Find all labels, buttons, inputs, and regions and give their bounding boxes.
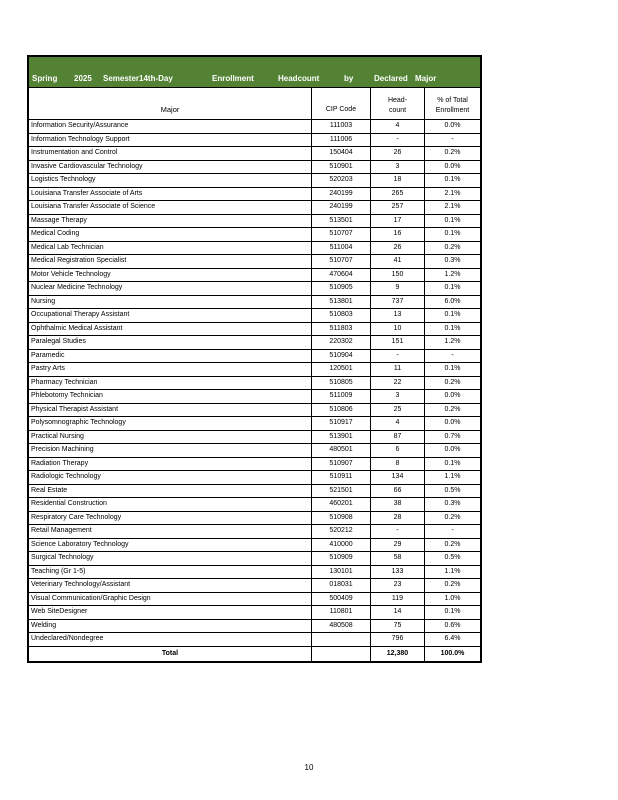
table-row (29, 201, 480, 215)
row-cip-code: 130101 (312, 565, 371, 579)
row-headcount: 58 (371, 552, 425, 566)
row-percent: 1.0% (425, 592, 481, 606)
row-major: Practical Nursing (29, 430, 312, 444)
row-headcount: 87 (371, 430, 425, 444)
row-headcount: 66 (371, 484, 425, 498)
table-row (29, 484, 480, 498)
row-percent: 1.2% (425, 268, 481, 282)
row-headcount: 17 (371, 214, 425, 228)
table-body (29, 120, 480, 647)
table-row (29, 336, 480, 350)
row-major: Radiologic Technology (29, 471, 312, 485)
row-headcount: 6 (371, 444, 425, 458)
row-major: Information Security/Assurance (29, 120, 312, 134)
row-headcount: 23 (371, 579, 425, 593)
banner-headcount: Headcount (278, 74, 320, 83)
table-row (29, 241, 480, 255)
row-headcount: 796 (371, 633, 425, 647)
row-percent: 0.2% (425, 579, 481, 593)
row-cip-code: 480501 (312, 444, 371, 458)
row-percent: 1.1% (425, 471, 481, 485)
row-percent: 0.1% (425, 228, 481, 242)
row-cip-code: 510907 (312, 457, 371, 471)
row-major: Medical Registration Specialist (29, 255, 312, 269)
row-percent: 0.1% (425, 457, 481, 471)
row-major: Web SiteDesigner (29, 606, 312, 620)
table-row (29, 633, 480, 647)
row-headcount: 3 (371, 160, 425, 174)
row-cip-code: 018031 (312, 579, 371, 593)
row-cip-code: 511803 (312, 322, 371, 336)
table-row (29, 147, 480, 161)
row-headcount: 26 (371, 241, 425, 255)
row-headcount: 28 (371, 511, 425, 525)
row-headcount: 18 (371, 174, 425, 188)
row-major: Instrumentation and Control (29, 147, 312, 161)
table-row (29, 525, 480, 539)
row-major: Precision Machining (29, 444, 312, 458)
row-cip-code: 480508 (312, 619, 371, 633)
row-major: Louisiana Transfer Associate of Science (29, 201, 312, 215)
table-row (29, 174, 480, 188)
banner-term: Spring (32, 74, 58, 83)
row-percent: 0.1% (425, 322, 481, 336)
row-cip-code: 510909 (312, 552, 371, 566)
table-row (29, 349, 480, 363)
row-percent: 0.0% (425, 444, 481, 458)
row-major: Science Laboratory Technology (29, 538, 312, 552)
row-major: Paramedic (29, 349, 312, 363)
total-row (29, 646, 480, 661)
row-percent: 0.2% (425, 403, 481, 417)
row-headcount: 265 (371, 187, 425, 201)
table-row (29, 214, 480, 228)
table-row (29, 457, 480, 471)
row-percent: 0.1% (425, 214, 481, 228)
row-major: Massage Therapy (29, 214, 312, 228)
table-row (29, 120, 480, 134)
row-percent: 6.4% (425, 633, 481, 647)
table-title-banner (29, 57, 480, 88)
row-headcount: 4 (371, 417, 425, 431)
row-headcount: 14 (371, 606, 425, 620)
row-headcount: 133 (371, 565, 425, 579)
row-major: Pharmacy Technician (29, 376, 312, 390)
row-cip-code: 520212 (312, 525, 371, 539)
row-cip-code: 510806 (312, 403, 371, 417)
row-percent: 0.2% (425, 538, 481, 552)
row-percent: - (425, 349, 481, 363)
header-percent-line1: % of Total (437, 97, 468, 104)
table-row (29, 471, 480, 485)
header-major: Major (29, 88, 312, 120)
banner-by: by (344, 74, 354, 83)
banner-enrollment: Enrollment (212, 74, 254, 83)
row-cip-code: 513901 (312, 430, 371, 444)
total-headcount: 12,380 (371, 646, 425, 661)
total-percent: 100.0% (440, 649, 465, 657)
row-cip-code: 120501 (312, 363, 371, 377)
row-percent: 2.1% (425, 187, 481, 201)
row-headcount: 16 (371, 228, 425, 242)
table-row (29, 322, 480, 336)
row-major: Ophthalmic Medical Assistant (29, 322, 312, 336)
row-major: Invasive Cardiovascular Technology (29, 160, 312, 174)
header-headcount-line2: count (388, 107, 407, 114)
row-headcount: 119 (371, 592, 425, 606)
row-major: Surgical Technology (29, 552, 312, 566)
table-row (29, 255, 480, 269)
row-major: Phlebotomy Technician (29, 390, 312, 404)
table-row (29, 430, 480, 444)
row-cip-code: 510911 (312, 471, 371, 485)
enrollment-table-sheet (27, 55, 482, 663)
table-row (29, 444, 480, 458)
row-cip-code: 511004 (312, 241, 371, 255)
row-percent: 1.2% (425, 336, 481, 350)
header-cip-code: CIP Code (312, 88, 371, 120)
table-row (29, 376, 480, 390)
banner-year: 2025 (74, 74, 92, 83)
row-percent: - (425, 525, 481, 539)
table-row (29, 160, 480, 174)
row-headcount: - (371, 133, 425, 147)
table-row (29, 228, 480, 242)
header-headcount (371, 88, 425, 120)
row-cip-code: 520203 (312, 174, 371, 188)
row-percent: 0.1% (425, 363, 481, 377)
row-cip-code: 500409 (312, 592, 371, 606)
total-label: Total (29, 646, 312, 661)
row-cip-code: 470604 (312, 268, 371, 282)
row-cip-code: 513501 (312, 214, 371, 228)
row-headcount: 38 (371, 498, 425, 512)
row-cip-code: 510905 (312, 282, 371, 296)
total-cip (312, 646, 371, 661)
row-headcount: 737 (371, 295, 425, 309)
table-row (29, 552, 480, 566)
row-headcount: 25 (371, 403, 425, 417)
row-major: Respiratory Care Technology (29, 511, 312, 525)
row-headcount: - (371, 525, 425, 539)
header-percent-line2: Enrollment (435, 107, 470, 114)
row-percent: 0.1% (425, 606, 481, 620)
row-major: Logistics Technology (29, 174, 312, 188)
banner-declared: Declared (374, 74, 408, 83)
row-major: Welding (29, 619, 312, 633)
table-row (29, 187, 480, 201)
row-cip-code: 110801 (312, 606, 371, 620)
banner-major: Major (415, 74, 437, 83)
row-cip-code: 511009 (312, 390, 371, 404)
row-major: Retail Management (29, 525, 312, 539)
row-cip-code: 510908 (312, 511, 371, 525)
row-major: Paralegal Studies (29, 336, 312, 350)
row-cip-code: 510904 (312, 349, 371, 363)
row-percent: 6.0% (425, 295, 481, 309)
row-percent: 0.2% (425, 147, 481, 161)
row-major: Real Estate (29, 484, 312, 498)
table-row (29, 309, 480, 323)
table-row (29, 390, 480, 404)
row-cip-code: 240199 (312, 187, 371, 201)
row-headcount: 257 (371, 201, 425, 215)
row-cip-code: 510707 (312, 255, 371, 269)
row-percent: 0.6% (425, 619, 481, 633)
row-cip-code: 510803 (312, 309, 371, 323)
row-major: Motor Vehicle Technology (29, 268, 312, 282)
row-percent: 0.3% (425, 498, 481, 512)
row-cip-code: 510707 (312, 228, 371, 242)
page-number: 10 (304, 763, 314, 772)
row-percent: 1.1% (425, 565, 481, 579)
row-headcount: 22 (371, 376, 425, 390)
row-major: Radiation Therapy (29, 457, 312, 471)
row-cip-code: 410000 (312, 538, 371, 552)
row-percent: 0.0% (425, 390, 481, 404)
row-headcount: 134 (371, 471, 425, 485)
table-row (29, 268, 480, 282)
row-cip-code: 460201 (312, 498, 371, 512)
row-percent: - (425, 133, 481, 147)
row-headcount: 41 (371, 255, 425, 269)
row-percent: 2.1% (425, 201, 481, 215)
header-row (29, 88, 480, 120)
row-percent: 0.1% (425, 309, 481, 323)
row-headcount: 3 (371, 390, 425, 404)
table-row (29, 511, 480, 525)
row-percent: 0.3% (425, 255, 481, 269)
row-percent: 0.1% (425, 282, 481, 296)
row-major: Undeclared/Nondegree (29, 633, 312, 647)
header-percent (425, 88, 481, 120)
table-row (29, 417, 480, 431)
row-major: Louisiana Transfer Associate of Arts (29, 187, 312, 201)
row-percent: 0.5% (425, 552, 481, 566)
row-major: Occupational Therapy Assistant (29, 309, 312, 323)
row-major: Nuclear Medicine Technology (29, 282, 312, 296)
row-major: Residential Construction (29, 498, 312, 512)
table-row (29, 565, 480, 579)
row-major: Teaching (Gr 1-5) (29, 565, 312, 579)
row-percent: 0.1% (425, 174, 481, 188)
row-headcount: 13 (371, 309, 425, 323)
banner-semester-day: Semester14th-Day (103, 74, 173, 83)
row-cip-code: 510805 (312, 376, 371, 390)
enrollment-table (29, 88, 480, 661)
table-row (29, 403, 480, 417)
row-headcount: 10 (371, 322, 425, 336)
row-cip-code: 111006 (312, 133, 371, 147)
table-row (29, 538, 480, 552)
row-headcount: 8 (371, 457, 425, 471)
row-cip-code: 150404 (312, 147, 371, 161)
row-percent: 0.7% (425, 430, 481, 444)
row-percent: 0.0% (425, 417, 481, 431)
table-row (29, 282, 480, 296)
row-percent: 0.0% (425, 160, 481, 174)
row-cip-code: 510917 (312, 417, 371, 431)
row-percent: 0.0% (425, 120, 481, 134)
row-headcount: 75 (371, 619, 425, 633)
row-headcount: 150 (371, 268, 425, 282)
row-cip-code: 513801 (312, 295, 371, 309)
row-major: Medical Lab Technician (29, 241, 312, 255)
row-major: Veterinary Technology/Assistant (29, 579, 312, 593)
row-headcount: 26 (371, 147, 425, 161)
header-headcount-line1: Head- (387, 97, 408, 104)
row-major: Visual Communication/Graphic Design (29, 592, 312, 606)
table-row (29, 619, 480, 633)
table-row (29, 363, 480, 377)
row-percent: 0.2% (425, 511, 481, 525)
row-headcount: 29 (371, 538, 425, 552)
row-headcount: 151 (371, 336, 425, 350)
row-headcount: 11 (371, 363, 425, 377)
row-major: Information Technology Support (29, 133, 312, 147)
row-cip-code: 220302 (312, 336, 371, 350)
row-major: Physical Therapist Assistant (29, 403, 312, 417)
row-major: Pastry Arts (29, 363, 312, 377)
row-major: Polysomnographic Technology (29, 417, 312, 431)
table-row (29, 498, 480, 512)
row-cip-code: 510901 (312, 160, 371, 174)
table-row (29, 579, 480, 593)
row-headcount: 4 (371, 120, 425, 134)
table-row (29, 606, 480, 620)
row-cip-code: 521501 (312, 484, 371, 498)
row-major: Nursing (29, 295, 312, 309)
table-row (29, 592, 480, 606)
row-cip-code: 240199 (312, 201, 371, 215)
row-headcount: - (371, 349, 425, 363)
row-percent: 0.2% (425, 376, 481, 390)
row-cip-code: 111003 (312, 120, 371, 134)
row-percent: 0.5% (425, 484, 481, 498)
row-major: Medical Coding (29, 228, 312, 242)
row-percent: 0.2% (425, 241, 481, 255)
row-headcount: 9 (371, 282, 425, 296)
table-row (29, 133, 480, 147)
table-row (29, 295, 480, 309)
row-cip-code (312, 633, 371, 647)
